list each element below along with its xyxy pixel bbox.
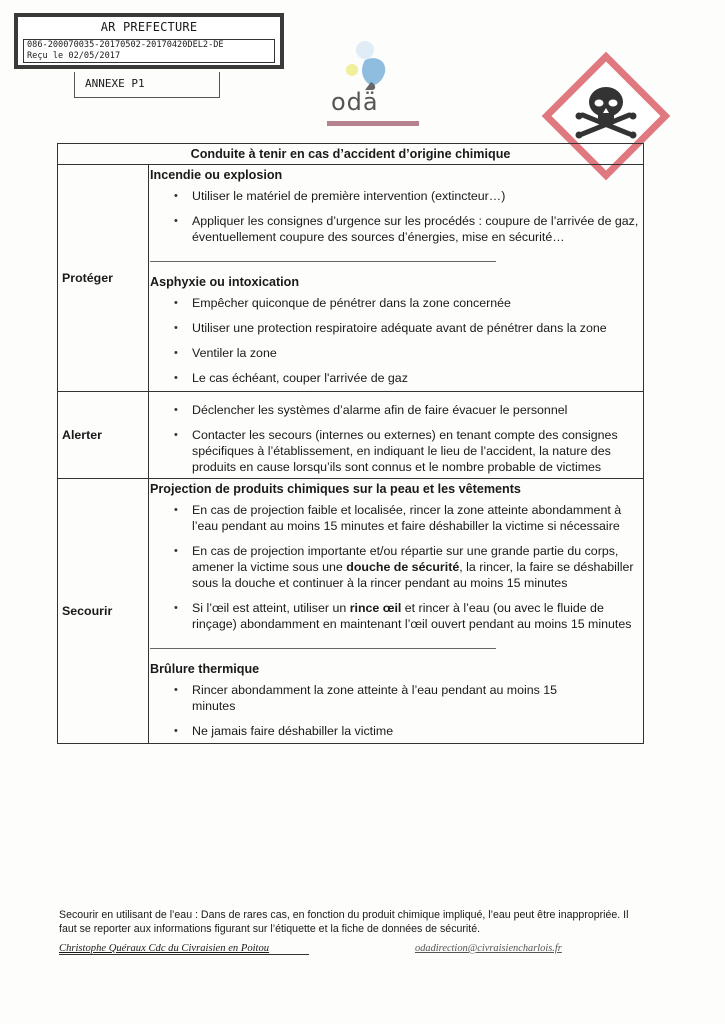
item-text: En cas de projection importante et/ou répartie sur une grande partie du corps, amener la victime sous une — [192, 544, 619, 574]
stamp-received-date: Reçu le 02/05/2017 — [27, 51, 121, 61]
section-label: Protéger — [58, 165, 149, 392]
list-item — [150, 600, 641, 632]
list-item: • Ventiler la zone — [150, 345, 641, 361]
note-line-1: Secourir en utilisant de l’eau : Dans de rares cas, en fonction du produit chimique impliqué, l’eau peut être inappropriée. Il — [59, 909, 629, 921]
water-warning-note — [59, 908, 719, 936]
author-signature: Christophe Quéraux Cdc du Civraisien en Poitou — [59, 943, 309, 955]
logo-name: odä — [331, 88, 379, 116]
list-item: • Ne jamais faire déshabiller la victime — [150, 723, 641, 739]
emergency-procedure-table — [57, 143, 644, 744]
section-alerter — [58, 392, 644, 479]
list-item: • Rincer abondamment la zone atteinte à l’eau pendant au moins 15 minutes — [150, 682, 641, 714]
prefecture-stamp — [14, 13, 284, 69]
item-emphasis: rince œil — [349, 601, 402, 615]
list-item: • Contacter les secours (internes ou externes) en tenant compte des consignes spécifiques à l’établissement, en indiquant le lieu de l’accident, la nature des produits en cause lorsqu’ils sont connus et le nombre probable de victimes — [150, 427, 641, 475]
item-emphasis: douche de sécurité — [346, 560, 460, 574]
subsection-title: Projection de produits chimiques sur la peau et les vêtements — [150, 482, 521, 496]
table-title: Conduite à tenir en cas d’accident d’origine chimique — [58, 144, 644, 165]
list-item: • Le cas échéant, couper l'arrivée de gaz — [150, 370, 641, 386]
stamp-title: AR PREFECTURE — [100, 20, 198, 34]
section-label: Alerter — [58, 392, 149, 479]
section-secourir — [58, 479, 644, 744]
item-text: et rincer à l’eau (ou avec le fluide de rinçage) abondamment en maintenant l’œil ouvert pendant au moins 15 minutes — [192, 601, 632, 631]
subsection-title: Incendie ou explosion — [150, 168, 283, 182]
oda-logo-icon — [325, 40, 425, 130]
subsection-title: Asphyxie ou intoxication — [150, 275, 300, 289]
contact-email[interactable]: odadirection@civraisiencharlois.fr — [415, 943, 562, 954]
list-item: • En cas de projection faible et localisée, rincer la zone atteinte abondamment à l’eau pendant au moins 15 minutes et faire déshabiller la victime si nécessaire — [150, 502, 641, 534]
divider — [150, 261, 496, 262]
stamp-details — [23, 39, 275, 63]
item-text: Si l’œil est atteint, utiliser un — [192, 601, 350, 615]
annexe-label: ANNEXE P1 — [74, 72, 220, 98]
section-proteger — [58, 165, 644, 392]
stamp-reference: 086-200070035-20170502-20170420DEL2-DE — [27, 40, 224, 50]
note-line-2: faut se reporter aux informations figurant sur l’étiquette et la fiche de données de sécurité. — [59, 923, 481, 935]
item-text: , la rincer, la faire se déshabiller sous la douche et continuer à la rincer pendant au moins 15 minutes — [192, 560, 634, 590]
section-label: Secourir — [58, 479, 149, 744]
list-item: • Appliquer les consignes d’urgence sur les procédés : coupure de l’arrivée de gaz, éventuellement coupure des sources d’énergies, mise en sécurité… — [150, 213, 641, 245]
list-item: • Utiliser une protection respiratoire adéquate avant de pénétrer dans la zone — [150, 320, 641, 336]
list-item: • Empêcher quiconque de pénétrer dans la zone concernée — [150, 295, 641, 311]
divider — [150, 648, 496, 649]
subsection-title: Brûlure thermique — [150, 662, 260, 676]
list-item — [150, 543, 641, 591]
list-item: • Utiliser le matériel de première intervention (extincteur…) — [150, 188, 641, 204]
logo-tagline-bar — [327, 121, 419, 126]
list-item: • Déclencher les systèmes d’alarme afin de faire évacuer le personnel — [150, 402, 641, 418]
